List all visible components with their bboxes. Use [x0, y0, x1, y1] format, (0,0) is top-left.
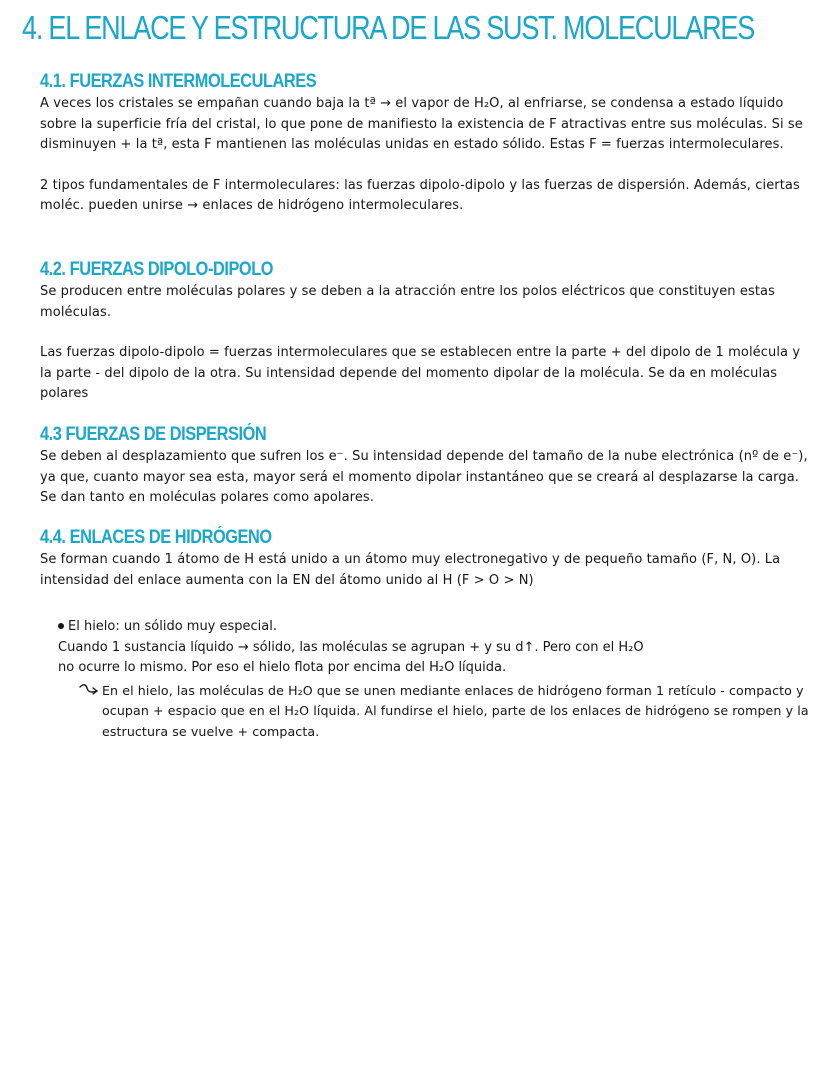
- bullet-dot-icon: [58, 623, 64, 629]
- section-paragraph: 2 tipos fundamentales de F intermoleculares: las fuerzas dipolo-dipolo y las fuerzas de dispersión. Además, ciertas moléc. pueden unirse → enlaces de hidrógeno intermoleculares.: [40, 177, 800, 213]
- section-enlaces-de-hidrogeno: [40, 526, 810, 591]
- section-paragraph: Las fuerzas dipolo-dipolo = fuerzas intermoleculares que se establecen entre la parte + del dipolo de 1 molécula y la parte - del dipolo de la otra. Su intensidad depende del momento dipolar de la molécula. Se da en moléculas polares: [40, 345, 801, 401]
- section-paragraph: A veces los cristales se empañan cuando baja la tª → el vapor de H₂O, al enfriarse, se condensa a estado líquido sobre la superficie fría del cristal, lo que pone de manifiesto la existencia de F atractivas entre sus moléculas. Si se disminuyen + la tª, esta F mantienen las moléculas unidas en estado sólido. Estas F = fuerzas intermoleculares.: [40, 96, 803, 152]
- note-sub-text: En el hielo, las moléculas de H₂O que se unen mediante enlaces de hidrógeno forman 1 retículo - compacto y ocupan + espacio que en el H₂O líquida. Al fundirse el hielo, parte de los enlaces de hidrógeno se rompen y la estructura se vuelve + compacta.: [102, 682, 809, 739]
- page-title: 4. EL ENLACE Y ESTRUCTURA DE LAS SUST. MOLECULARES: [22, 9, 755, 46]
- section-fuerzas-de-dispersion: [40, 423, 810, 509]
- note-line: Cuando 1 sustancia líquido → sólido, las moléculas se agrupan + y su d↑. Pero con el H₂O: [58, 639, 644, 655]
- note-title: El hielo: un sólido muy especial.: [68, 619, 278, 634]
- section-heading: 4.2. FUERZAS DIPOLO-DIPOLO: [40, 259, 274, 280]
- note-block: [58, 617, 818, 742]
- section-fuerzas-intermoleculares: [40, 70, 810, 217]
- note-title-line: [58, 617, 818, 638]
- note-line: no ocurre lo mismo. Por eso el hielo flota por encima del H₂O líquida.: [58, 660, 507, 675]
- note-sub-block: [76, 681, 818, 743]
- section-heading: 4.1. FUERZAS INTERMOLECULARES: [40, 71, 317, 92]
- curved-arrow-icon: [78, 684, 100, 696]
- section-fuerzas-dipolo-dipolo: [40, 258, 810, 405]
- section-paragraph: Se deben al desplazamiento que sufren los e⁻. Su intensidad depende del tamaño de la nube electrónica (nº de e⁻), ya que, cuanto mayor sea esta, mayor será el momento dipolar instantáneo que se creará al desplazarse la carga. Se dan tanto en moléculas polares como apolares.: [40, 449, 808, 505]
- section-paragraph: Se producen entre moléculas polares y se deben a la atracción entre los polos eléctricos que constituyen estas moléculas.: [40, 284, 775, 320]
- section-heading: 4.3 FUERZAS DE DISPERSIÓN: [40, 424, 267, 445]
- section-paragraph: Se forman cuando 1 átomo de H está unido a un átomo muy electronegativo y de pequeño tamaño (F, N, O). La intensidad del enlace aumenta con la EN del átomo unido al H (F > O > N): [40, 552, 781, 588]
- section-heading: 4.4. ENLACES DE HIDRÓGENO: [40, 527, 272, 548]
